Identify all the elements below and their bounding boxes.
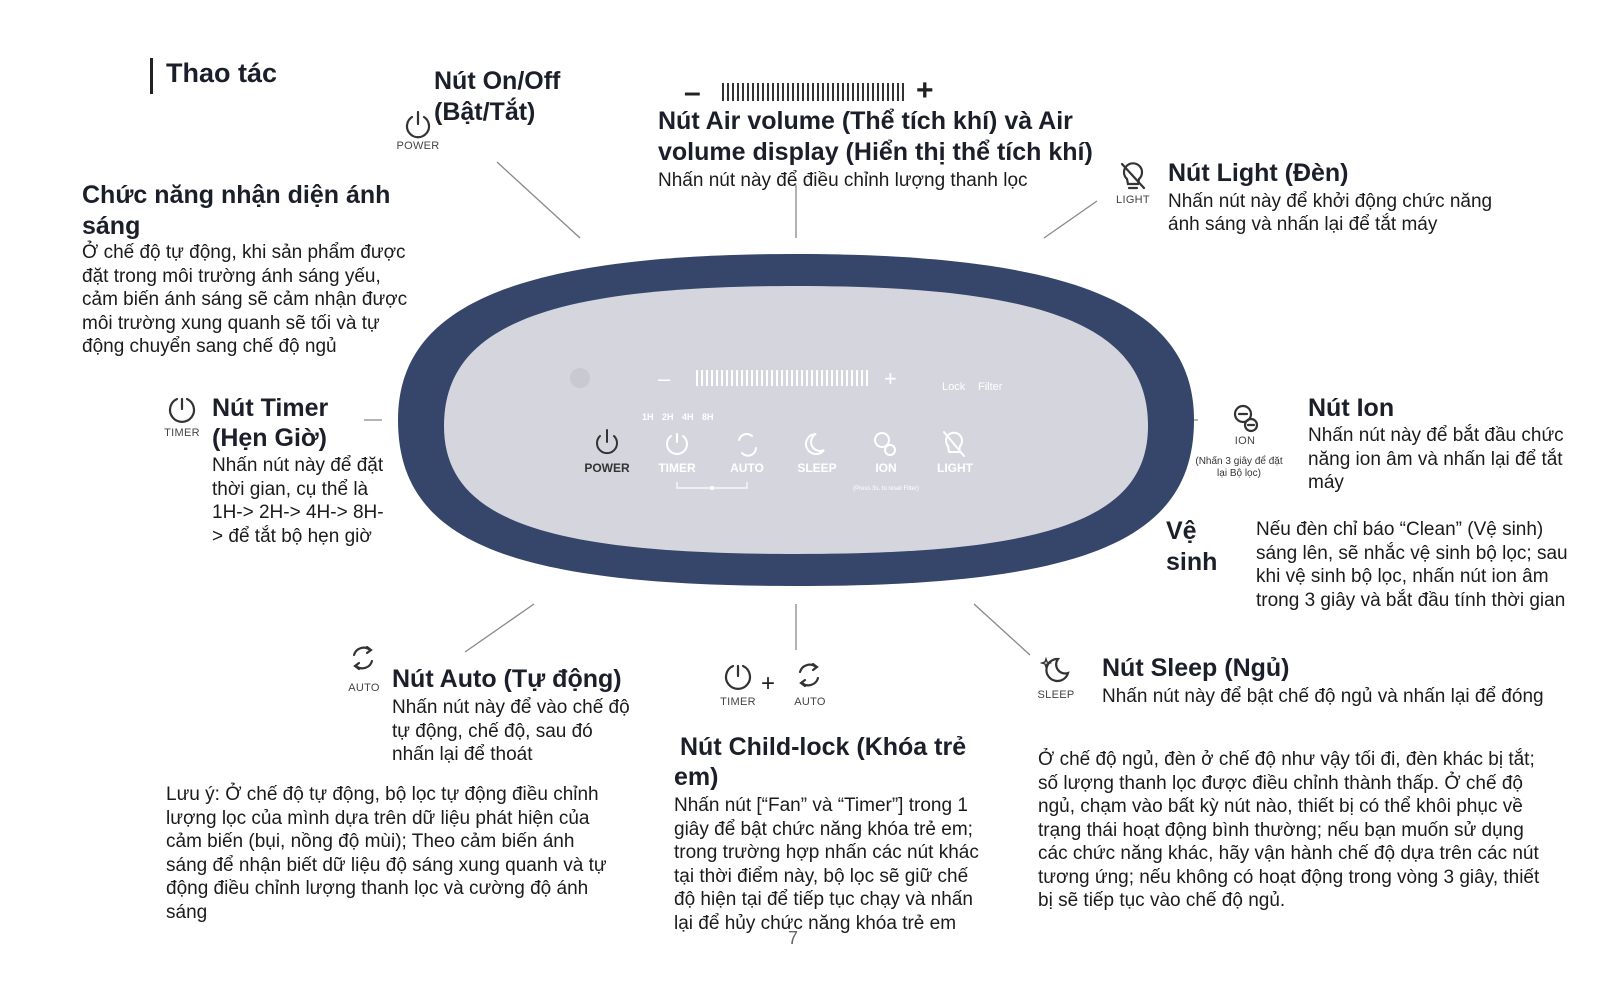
leader-line [497,162,580,238]
note-line: động điều chỉnh lượng thanh lọc và cường độ ánh [166,878,589,899]
ion-title: Nút Ion [1308,394,1395,422]
light-desc-1: Nhấn nút này để khởi động chức năng [1168,191,1493,212]
desc-line: lại để hủy chức năng khóa trẻ em [674,912,957,934]
note-line: các chức năng khác, hãy vận hành chế độ dựa trên các nút [1038,843,1539,864]
panel-volume-scale [694,370,870,386]
child-lock-title-2: em) [674,763,719,791]
desc-line: giây để bật chức năng khóa trẻ em; [674,818,973,840]
clean-title-2: sinh [1166,548,1218,576]
desc-line: Nhấn nút này để bắt đầu chức [1308,425,1564,446]
desc-line: Nếu đèn chỉ báo “Clean” (Vệ sinh) [1256,519,1544,540]
child-lock-plus: + [761,670,776,697]
desc-line: trong trường hợp nhấn các nút khác [674,842,979,863]
light-desc-2: ánh sáng và nhấn lại để tắt máy [1168,214,1438,235]
desc-line: thời gian, cụ thể là [212,478,369,500]
note-line: Lưu ý: Ở chế độ tự động, bộ lọc tự động điều chỉnh [166,784,599,805]
section-title: Thao tác [166,58,278,88]
note-line: tương ứng; nếu không có hoạt động trong vòng 3 giây, thiết [1038,866,1540,888]
desc-line: năng ion âm và nhấn lại để tắt [1308,448,1563,470]
desc-line: tại thời điểm này, bộ lọc sẽ giữ chế [674,865,969,887]
desc-line: Ở chế độ tự động, khi sản phẩm được [82,242,406,263]
air-volume-minus: – [684,76,701,109]
sleep-icon-label: SLEEP [1037,689,1075,701]
air-volume-plus: + [916,74,934,107]
panel-minus: – [658,366,671,391]
desc-line: động chuyển sang chế độ ngủ [82,336,337,357]
desc-line: đặt trong môi trường ánh sáng yếu, [82,265,381,287]
child-lock-timer-label: TIMER [720,696,756,708]
ion-note-line: lại Bộ lọc) [1217,468,1261,479]
desc-line: Nhấn nút này để vào chế độ [392,697,630,718]
desc-line: cảm biến ánh sáng sẽ cảm nhận được [82,289,408,310]
desc-line: tự động, chế độ, sau đó [392,720,593,742]
auto-title: Nút Auto (Tự động) [392,665,622,693]
desc-line: môi trường xung quanh sẽ tối và tự [82,312,380,334]
sleep-title: Nút Sleep (Ngủ) [1102,654,1290,682]
light-title: Nút Light (Đèn) [1168,159,1349,187]
panel-button-label: TIMER [658,461,696,475]
panel-timer-hour: 8H [702,412,714,422]
air-volume-title-1: Nút Air volume (Thể tích khí) và Air [658,107,1073,135]
desc-line: khi vệ sinh bộ lọc, nhấn nút ion âm [1256,566,1549,587]
panel-timer-hour: 2H [662,412,674,422]
panel-button-label: POWER [584,461,630,475]
desc-line: Nhấn nút [“Fan” và “Timer”] trong 1 [674,795,968,816]
panel-filter-label: Filter [978,381,1003,393]
leader-line [465,604,534,652]
note-line: bị sẽ tiếp tục vào chế độ ngủ. [1038,890,1286,911]
auto-icon-label: AUTO [348,682,380,694]
desc-line: trong 3 giây và bắt đầu tính thời gian [1256,589,1566,611]
panel-ion-note: (Press 3s, to reset Filter) [853,486,919,492]
note-line: số lượng thanh lọc được điều chỉnh thành thấp. Ở chế độ [1038,772,1523,794]
panel-bracket-dot [710,486,714,490]
panel-face [444,286,1148,554]
timer-icon-label: TIMER [164,427,200,439]
desc-line: sáng lên, sẽ nhắc vệ sinh bộ lọc; sau [1256,542,1568,564]
desc-line: Nhấn nút này để đặt [212,455,384,476]
panel-button-label: LIGHT [937,461,973,475]
note-line: cảm biến (bụi, nồng độ mùi); Theo cảm biến ánh [166,831,575,852]
child-lock-title-1: Nút Child-lock (Khóa trẻ [680,733,967,761]
note-line: lượng lọc của mình dựa trên dữ liệu phát hiện của [166,807,590,829]
note-line: ngủ, chạm vào bất kỳ nút nào, thiết bị có thể khôi phục về [1038,796,1523,817]
ion-icon-label: ION [1234,435,1256,447]
note-line: Ở chế độ ngủ, đèn ở chế độ như vậy tối đi, đèn khác bị tắt; [1038,749,1535,770]
light-sensing-title-2: sáng [82,212,141,240]
control-panel [396,250,1196,590]
desc-line: máy [1308,472,1344,493]
page-number: 7 [788,928,799,948]
panel-timer-hour: 1H [642,412,654,422]
power-icon-label: POWER [396,140,440,152]
panel-lock-label: Lock [942,381,966,393]
clean-title-1: Vệ [1166,517,1197,545]
light-sensing-title-1: Chức năng nhận diện ánh [82,181,391,209]
sleep-desc: Nhấn nút này để bật chế độ ngủ và nhấn lại để đóng [1102,686,1544,707]
ion-note-line: (Nhấn 3 giây để đặt [1195,456,1283,467]
panel-timer-hour: 4H [682,412,694,422]
panel-plus: + [884,366,897,391]
panel-button-label: AUTO [730,461,764,475]
leader-line [1044,201,1097,238]
desc-line: nhấn lại để thoát [392,744,533,765]
air-volume-desc: Nhấn nút này để điều chỉnh lượng thanh lọc [658,170,1028,191]
child-lock-auto-label: AUTO [794,696,826,708]
power-title-1: Nút On/Off [434,67,561,95]
desc-line: 1H-> 2H-> 4H-> 8H- [212,502,384,523]
timer-title-1: Nút Timer [212,394,329,422]
air-volume-title-2: volume display (Hiển thị thể tích khí) [658,138,1093,166]
desc-line: > để tắt bộ hẹn giờ [212,525,372,547]
timer-title-2: (Hẹn Giờ) [212,424,327,452]
note-line: sáng [166,901,208,923]
light-sensor [570,368,590,388]
leader-line [974,604,1030,655]
note-line: sáng để nhận biết dữ liệu độ sáng xung quanh và tự [166,854,607,876]
panel-button-label: ION [875,461,897,475]
light-icon-label: LIGHT [1116,194,1150,206]
panel-button-label: SLEEP [797,461,837,475]
power-title-2: (Bật/Tắt) [434,98,536,126]
note-line: trạng thái hoạt động bình thường; nếu bạn muốn sử dụng [1038,819,1524,841]
desc-line: độ hiện tại để tiếp tục chạy và nhấn [674,889,973,910]
